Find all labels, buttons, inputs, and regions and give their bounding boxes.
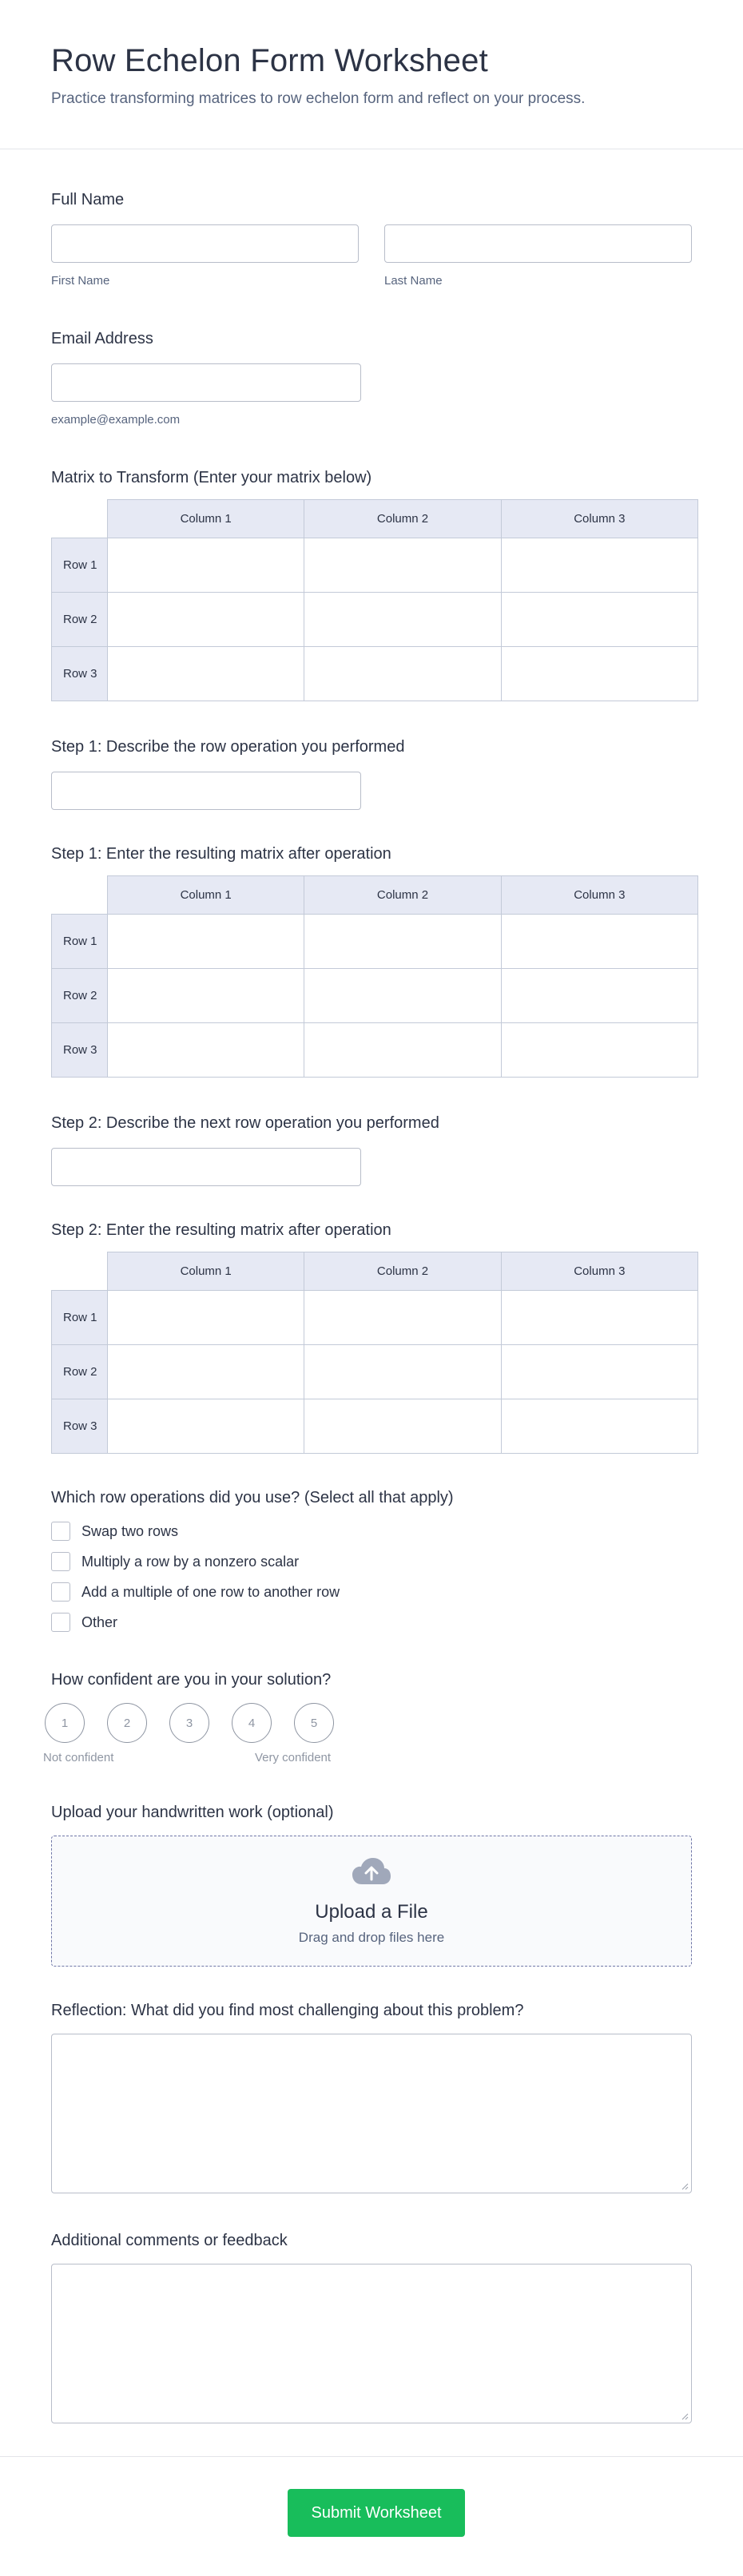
checkbox[interactable]	[51, 1522, 70, 1541]
confidence-rating	[45, 1703, 692, 1743]
confidence-field	[43, 1669, 692, 1768]
matrix-cell[interactable]	[108, 593, 304, 647]
upload-title: Upload a File	[315, 1900, 428, 1923]
page-subtitle: Practice transforming matrices to row echelon form and reflect on your process.	[51, 90, 586, 107]
column-header: Column 2	[304, 876, 501, 915]
matrix-step1-label: Step 1: Enter the resulting matrix after operation	[51, 845, 391, 863]
email-sublabel: example@example.com	[51, 413, 181, 427]
checkbox[interactable]	[51, 1613, 70, 1632]
checkbox[interactable]	[51, 1552, 70, 1571]
matrix-step2-label: Step 2: Enter the resulting matrix after operation	[51, 1221, 391, 1239]
form-footer	[0, 2456, 743, 2576]
matrix-cell[interactable]	[304, 647, 501, 701]
row-header: Row 3	[52, 1023, 108, 1078]
cloud-upload-icon	[351, 1857, 392, 1890]
matrix-cell[interactable]	[108, 915, 304, 969]
matrix-step2-table	[51, 1252, 698, 1454]
matrix-corner	[52, 876, 108, 915]
matrix-cell[interactable]	[501, 538, 697, 593]
column-header: Column 3	[501, 876, 697, 915]
checkbox-option-add-multiple[interactable]	[51, 1577, 692, 1607]
row-header: Row 1	[52, 1291, 108, 1345]
submit-button[interactable]: Submit Worksheet	[288, 2489, 465, 2537]
row-operations-label: Which row operations did you use? (Select all that apply)	[51, 1489, 454, 1506]
confidence-label: How confident are you in your solution?	[51, 1671, 332, 1689]
matrix-corner	[52, 1252, 108, 1291]
row-header: Row 2	[52, 969, 108, 1023]
column-header: Column 3	[501, 1252, 697, 1291]
column-header: Column 2	[304, 1252, 501, 1291]
matrix-cell[interactable]	[304, 1023, 501, 1078]
row-header: Row 1	[52, 538, 108, 593]
step2-description-input[interactable]	[51, 1148, 361, 1186]
reflection-label: Reflection: What did you find most challenging about this problem?	[51, 2002, 524, 2019]
row-header: Row 3	[52, 1399, 108, 1454]
matrix-cell[interactable]	[108, 647, 304, 701]
matrix-initial-field	[51, 467, 692, 701]
upload-subtitle: Drag and drop files here	[298, 1929, 445, 1945]
form-content	[0, 189, 743, 2423]
matrix-cell[interactable]	[108, 538, 304, 593]
step2-description-label: Step 2: Describe the next row operation you performed	[51, 1114, 439, 1132]
matrix-step2-field	[51, 1220, 692, 1454]
matrix-cell[interactable]	[501, 969, 697, 1023]
matrix-cell[interactable]	[304, 538, 501, 593]
full-name-field	[51, 189, 692, 288]
matrix-cell[interactable]	[501, 647, 697, 701]
file-dropzone[interactable]	[51, 1836, 692, 1967]
rating-option-2[interactable]: 2	[107, 1703, 147, 1743]
step1-description-label: Step 1: Describe the row operation you performed	[51, 738, 405, 756]
last-name-sublabel: Last Name	[384, 274, 443, 288]
reflection-field	[51, 2000, 692, 2193]
rating-low-label: Not confident	[43, 1751, 114, 1764]
matrix-cell[interactable]	[304, 915, 501, 969]
upload-label: Upload your handwritten work (optional)	[51, 1804, 334, 1821]
matrix-cell[interactable]	[108, 1291, 304, 1345]
page-title: Row Echelon Form Worksheet	[51, 43, 488, 78]
checkbox-label: Swap two rows	[81, 1522, 179, 1539]
rating-high-label: Very confident	[255, 1751, 332, 1764]
matrix-step1-table	[51, 875, 698, 1078]
matrix-cell[interactable]	[108, 969, 304, 1023]
matrix-cell[interactable]	[501, 1023, 697, 1078]
form-header	[0, 0, 743, 149]
matrix-cell[interactable]	[304, 1399, 501, 1454]
column-header: Column 1	[108, 1252, 304, 1291]
rating-option-1[interactable]: 1	[45, 1703, 85, 1743]
comments-textarea[interactable]	[51, 2264, 692, 2423]
row-header: Row 1	[52, 915, 108, 969]
matrix-cell[interactable]	[304, 593, 501, 647]
full-name-label: Full Name	[51, 191, 125, 208]
matrix-cell[interactable]	[304, 1291, 501, 1345]
first-name-sublabel: First Name	[51, 274, 110, 288]
checkbox-option-scale[interactable]	[51, 1546, 692, 1577]
email-label: Email Address	[51, 330, 153, 347]
matrix-cell[interactable]	[304, 969, 501, 1023]
matrix-initial-table	[51, 499, 698, 701]
matrix-cell[interactable]	[501, 1291, 697, 1345]
email-input[interactable]	[51, 363, 361, 402]
matrix-cell[interactable]	[108, 1023, 304, 1078]
resize-handle-icon[interactable]	[681, 2412, 689, 2420]
matrix-step1-field	[51, 843, 692, 1078]
first-name-input[interactable]	[51, 224, 359, 263]
matrix-cell[interactable]	[304, 1345, 501, 1399]
step2-description-field	[51, 1113, 692, 1186]
upload-field	[51, 1802, 692, 1967]
matrix-corner	[52, 500, 108, 538]
matrix-initial-label: Matrix to Transform (Enter your matrix below)	[51, 469, 372, 486]
column-header: Column 1	[108, 876, 304, 915]
step1-description-field	[51, 736, 692, 810]
rating-option-4[interactable]: 4	[232, 1703, 272, 1743]
row-header: Row 3	[52, 647, 108, 701]
checkbox-option-other[interactable]	[51, 1607, 692, 1637]
matrix-cell[interactable]	[501, 1345, 697, 1399]
row-header: Row 2	[52, 593, 108, 647]
checkbox-label: Other	[81, 1613, 118, 1630]
rating-option-5[interactable]: 5	[294, 1703, 334, 1743]
row-header: Row 2	[52, 1345, 108, 1399]
matrix-cell[interactable]	[501, 915, 697, 969]
matrix-cell[interactable]	[108, 1399, 304, 1454]
matrix-cell[interactable]	[501, 1399, 697, 1454]
matrix-cell[interactable]	[108, 1345, 304, 1399]
email-field	[51, 328, 692, 427]
comments-label: Additional comments or feedback	[51, 2232, 288, 2249]
resize-handle-icon[interactable]	[681, 2182, 689, 2190]
reflection-textarea[interactable]	[51, 2034, 692, 2193]
column-header: Column 3	[501, 500, 697, 538]
last-name-input[interactable]	[384, 224, 692, 263]
rating-scale-labels	[43, 1751, 692, 1768]
comments-field	[51, 2230, 692, 2423]
checkbox-label: Multiply a row by a nonzero scalar	[81, 1553, 300, 1570]
matrix-cell[interactable]	[501, 593, 697, 647]
checkbox[interactable]	[51, 1582, 70, 1602]
checkbox-label: Add a multiple of one row to another row	[81, 1583, 340, 1600]
column-header: Column 2	[304, 500, 501, 538]
rating-option-3[interactable]: 3	[169, 1703, 209, 1743]
column-header: Column 1	[108, 500, 304, 538]
checkbox-option-swap[interactable]	[51, 1516, 692, 1546]
step1-description-input[interactable]	[51, 772, 361, 810]
row-operations-field	[51, 1487, 692, 1637]
